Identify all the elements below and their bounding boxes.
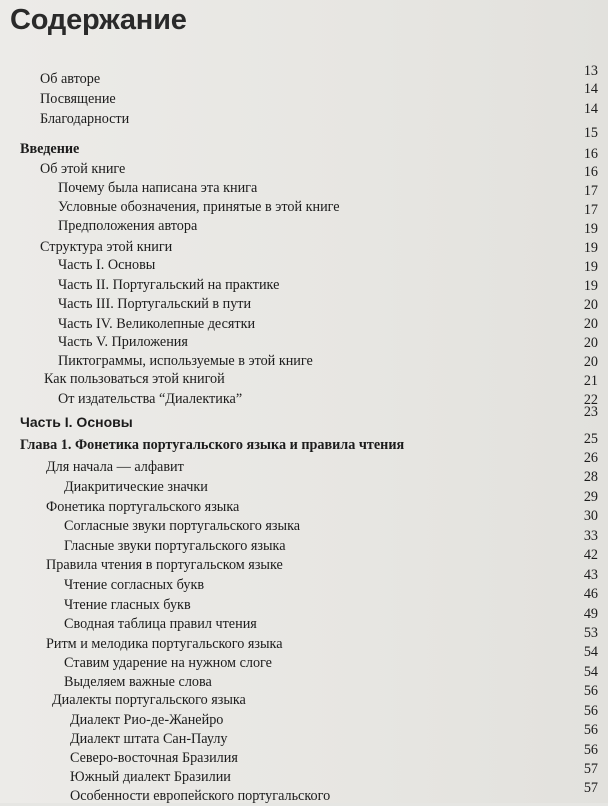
toc-page-row xyxy=(0,62,608,81)
toc-page-number: 21 xyxy=(583,373,598,389)
toc-page-row xyxy=(0,334,608,353)
toc-page-number: 33 xyxy=(583,528,598,544)
toc-entry-title: Часть II. Португальский на практике xyxy=(58,277,280,293)
toc-entry-title: Почему была написана эта книга xyxy=(58,180,258,196)
toc-page-number: 17 xyxy=(583,183,598,199)
toc-entry-title: Глава 1. Фонетика португальского языка и правила чтения xyxy=(20,437,405,453)
toc-entry-title: Об авторе xyxy=(40,71,101,87)
toc-entry-title: Пиктограммы, используемые в этой книге xyxy=(58,353,313,369)
toc-entry-title: Часть IV. Великолепные десятки xyxy=(58,316,256,332)
toc-page-row xyxy=(0,702,608,721)
toc-page-row xyxy=(0,721,608,740)
toc-entry-title: Диалекты португальского языка xyxy=(52,692,246,708)
toc-page-row xyxy=(0,80,608,99)
toc-page-number: 20 xyxy=(583,335,598,351)
toc-page-row xyxy=(0,741,608,760)
toc-page-row xyxy=(0,779,608,798)
toc-page-row xyxy=(0,430,608,449)
toc-entry-title: Особенности европейского португальского xyxy=(70,788,331,804)
toc-entry-title: Ставим ударение на нужном слоге xyxy=(64,655,272,671)
toc-page-number: 56 xyxy=(583,722,598,738)
toc-entry-title: Гласные звуки португальского языка xyxy=(64,538,286,554)
toc-page-number: 14 xyxy=(583,101,598,117)
toc-entry-title: Северо-восточная Бразилия xyxy=(70,750,238,766)
toc-page-number: 19 xyxy=(583,240,598,256)
toc-entry-title: Благодарности xyxy=(40,111,130,127)
toc-page-row xyxy=(0,643,608,662)
toc-page-number: 19 xyxy=(583,278,598,294)
toc-page-number: 25 xyxy=(583,431,598,447)
toc-entry-title: Предположения автора xyxy=(58,218,198,234)
toc-page-row xyxy=(0,682,608,701)
toc-page-row xyxy=(0,277,608,296)
toc-page-number: 14 xyxy=(583,81,598,97)
toc-page-number: 46 xyxy=(583,586,598,602)
toc-page-number: 17 xyxy=(583,202,598,218)
toc-entry-title: Диалект Рио-де-Жанейро xyxy=(70,712,224,728)
toc-entry-title: Выделяем важные слова xyxy=(64,674,212,690)
toc-page-number: 57 xyxy=(583,780,598,796)
toc-page-row xyxy=(0,663,608,682)
toc-page-number: 30 xyxy=(583,508,598,524)
toc-entry-title: Диалект штата Сан-Паулу xyxy=(70,731,228,747)
toc-entry-title: От издательства “Диалектика” xyxy=(58,391,243,407)
toc-page-row xyxy=(0,566,608,585)
toc-page-row xyxy=(0,403,608,422)
toc-page-number: 13 xyxy=(583,63,598,79)
toc-page-number: 15 xyxy=(583,125,598,141)
toc-entry-title: Диакритические значки xyxy=(64,479,208,495)
toc-page-row xyxy=(0,220,608,239)
toc-page-number: 43 xyxy=(583,567,598,583)
toc-entry-title: Чтение согласных букв xyxy=(64,577,205,593)
toc-page-number: 49 xyxy=(583,606,598,622)
toc-page-number: 56 xyxy=(583,703,598,719)
toc-page-row xyxy=(0,527,608,546)
toc-page-row xyxy=(0,372,608,391)
toc-page-number: 53 xyxy=(583,625,598,641)
toc-entry-title: Часть I. Основы xyxy=(20,414,133,430)
toc-page-row xyxy=(0,449,608,468)
page-title: Содержание xyxy=(10,4,187,36)
toc-page-row xyxy=(0,488,608,507)
toc-entry-title: Введение xyxy=(20,141,80,157)
toc-page-row xyxy=(0,100,608,119)
toc-entry-title: Часть III. Португальский в пути xyxy=(58,296,252,312)
toc-entry-title: Для начала — алфавит xyxy=(46,459,184,475)
toc-page-number: 20 xyxy=(583,354,598,370)
toc-page-row xyxy=(0,546,608,565)
toc-page-number: 19 xyxy=(583,259,598,275)
toc-entry-title: Фонетика португальского языка xyxy=(46,499,240,515)
toc-entry-title: Как пользоваться этой книгой xyxy=(44,371,225,387)
toc-page-row xyxy=(0,624,608,643)
toc-page-number: 16 xyxy=(583,164,598,180)
toc-page-row xyxy=(0,760,608,779)
toc-page-row xyxy=(0,258,608,277)
toc-page-number: 16 xyxy=(583,146,598,162)
toc-entry-title: Часть I. Основы xyxy=(58,257,156,273)
toc-entry-title: Условные обозначения, принятые в этой книге xyxy=(58,199,340,215)
toc-page-number: 56 xyxy=(583,742,598,758)
toc-page-number: 54 xyxy=(583,644,598,660)
toc-page-number: 28 xyxy=(583,469,598,485)
toc-page-number: 29 xyxy=(583,489,598,505)
toc-entry-title: Согласные звуки португальского языка xyxy=(64,518,301,534)
toc-entry-title: Об этой книге xyxy=(40,161,126,177)
toc-page-row xyxy=(0,605,608,624)
toc-entry-title: Южный диалект Бразилии xyxy=(70,769,231,785)
toc-page-row xyxy=(0,315,608,334)
toc-entry-title: Структура этой книги xyxy=(40,239,173,255)
toc-page-number: 20 xyxy=(583,316,598,332)
toc-page-number: 23 xyxy=(583,404,598,420)
toc-page-row xyxy=(0,585,608,604)
toc-entry-title: Сводная таблица правил чтения xyxy=(64,616,257,632)
toc-page-number: 19 xyxy=(583,221,598,237)
toc-page-number: 26 xyxy=(583,450,598,466)
toc-page-number: 20 xyxy=(583,297,598,313)
toc-entry-title: Чтение гласных букв xyxy=(64,597,191,613)
toc-entry-title: Посвящение xyxy=(40,91,116,107)
toc-page-row xyxy=(0,296,608,315)
toc-page-row xyxy=(0,507,608,526)
toc-page-number: 42 xyxy=(583,547,598,563)
toc-page-number: 57 xyxy=(583,761,598,777)
toc-page-number: 54 xyxy=(583,664,598,680)
toc-entry-title: Ритм и мелодика португальского языка xyxy=(46,636,283,652)
toc-page-number: 56 xyxy=(583,683,598,699)
toc-page-number: 22 xyxy=(583,392,598,408)
toc-entry-title: Правила чтения в португальском языке xyxy=(46,557,283,573)
toc-page-row xyxy=(0,468,608,487)
toc-entry-title: Часть V. Приложения xyxy=(58,334,188,350)
